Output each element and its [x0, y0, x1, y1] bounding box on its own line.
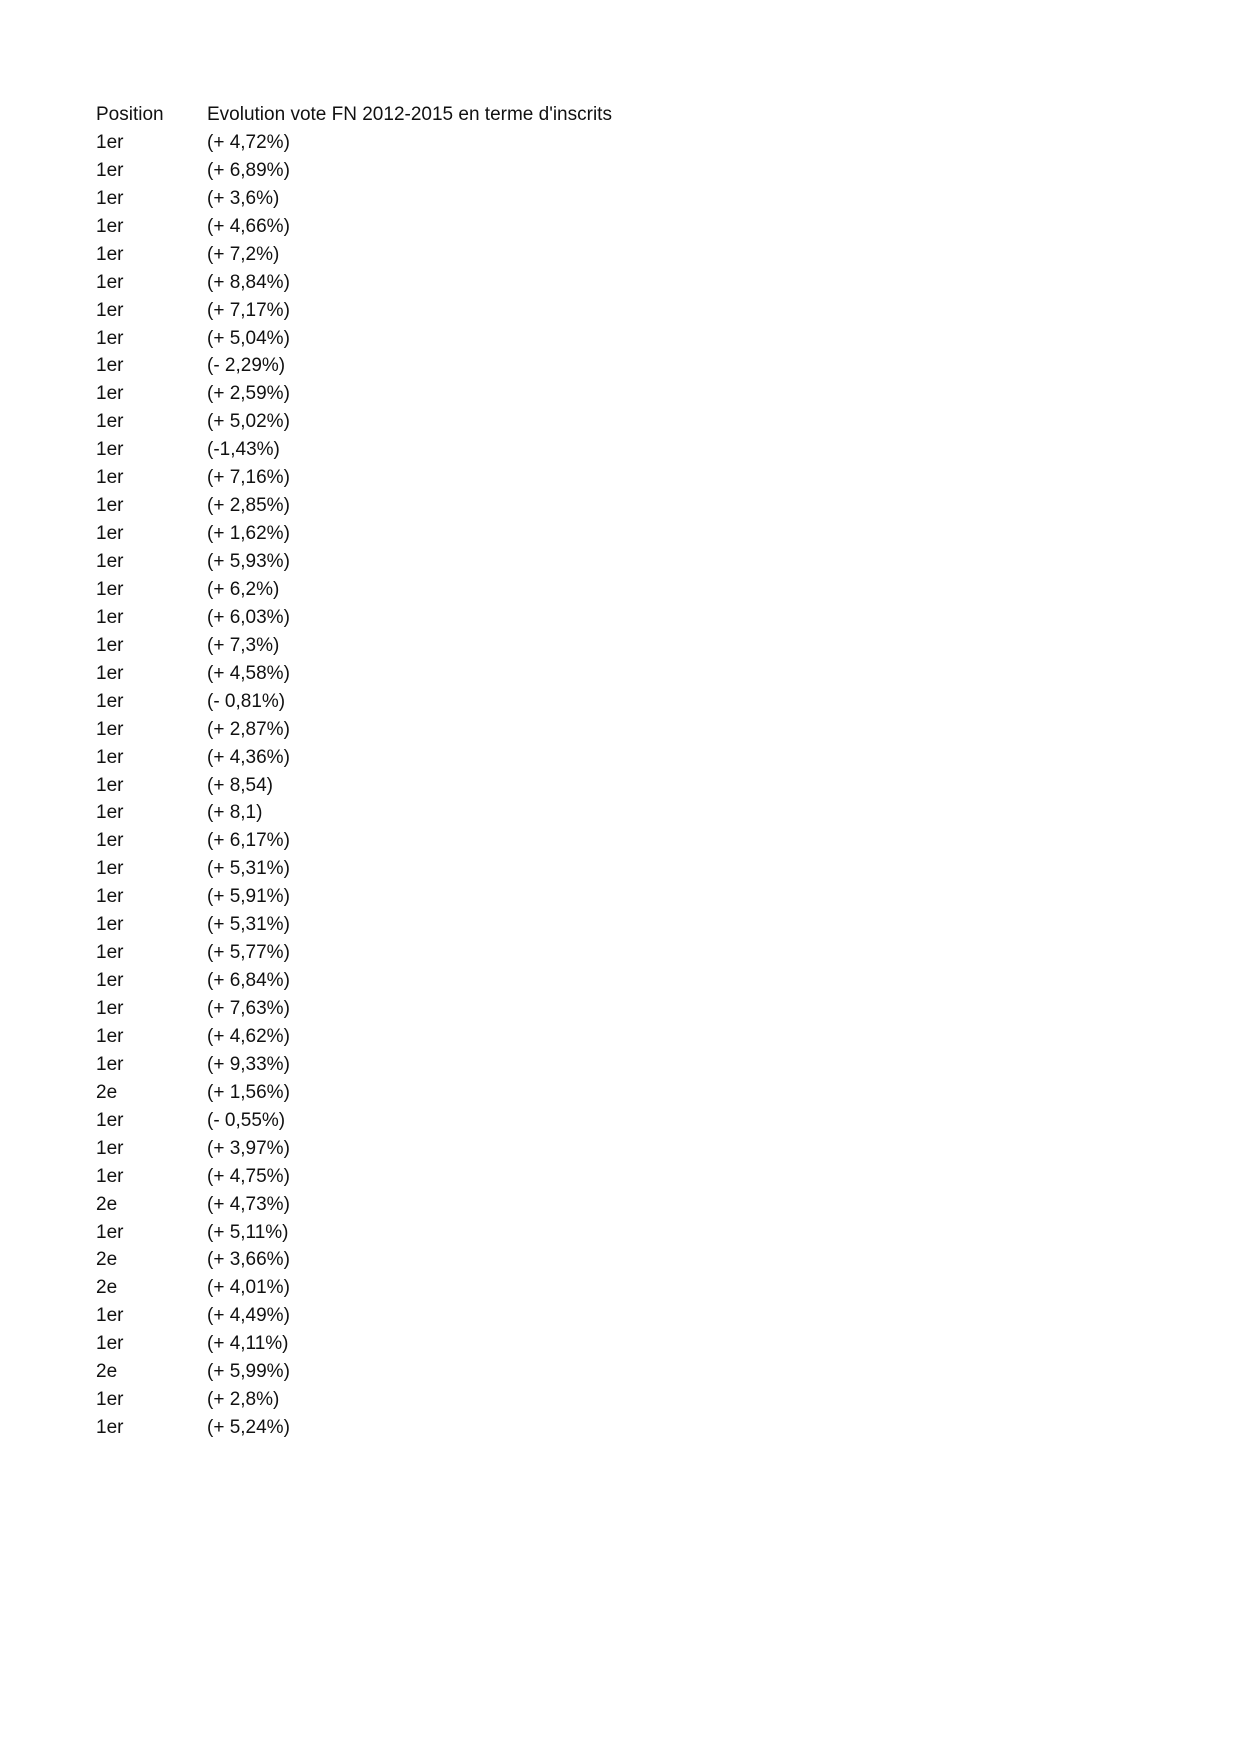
- cell-evolution: (+ 5,04%): [207, 327, 290, 349]
- cell-position: 1er: [96, 327, 124, 349]
- cell-position: 1er: [96, 1109, 124, 1131]
- cell-evolution: (+ 5,02%): [207, 411, 290, 433]
- cell-evolution: (+ 7,2%): [207, 243, 280, 265]
- cell-evolution: (+ 2,59%): [207, 383, 290, 405]
- cell-evolution: (+ 5,31%): [207, 914, 290, 936]
- table-row: [96, 855, 807, 883]
- table-row: [96, 576, 807, 604]
- table-row: [96, 325, 807, 353]
- table-row: [96, 380, 807, 408]
- cell-evolution: (- 2,29%): [207, 355, 286, 377]
- cell-position: 1er: [96, 411, 124, 433]
- table-row: [96, 352, 807, 380]
- table-row: [96, 827, 807, 855]
- table-row: [96, 241, 807, 269]
- cell-position: 1er: [96, 215, 124, 237]
- cell-evolution: (+ 6,2%): [207, 578, 280, 600]
- cell-evolution: (+ 6,17%): [207, 830, 290, 852]
- cell-evolution: (+ 6,03%): [207, 606, 290, 628]
- cell-evolution: (+ 5,99%): [207, 1361, 290, 1383]
- cell-position: 1er: [96, 243, 124, 265]
- cell-position: 1er: [96, 718, 124, 740]
- table-row: [96, 492, 807, 520]
- cell-evolution: (+ 4,72%): [207, 131, 290, 153]
- table-row: [96, 799, 807, 827]
- data-table: [96, 101, 807, 1442]
- table-row: [96, 1219, 807, 1247]
- table-row: [96, 269, 807, 297]
- table-row: [96, 716, 807, 744]
- cell-position: 2e: [96, 1249, 118, 1271]
- table-row: [96, 129, 807, 157]
- table-row: [96, 1274, 807, 1302]
- table-row: [96, 520, 807, 548]
- table-row: [96, 939, 807, 967]
- table-row: [96, 604, 807, 632]
- cell-evolution: (+ 8,84%): [207, 271, 290, 293]
- cell-evolution: (+ 2,8%): [207, 1389, 280, 1411]
- cell-position: 1er: [96, 467, 124, 489]
- table-row: [96, 660, 807, 688]
- table-row: [96, 632, 807, 660]
- table-row: [96, 1163, 807, 1191]
- cell-evolution: (+ 8,1): [207, 802, 263, 824]
- table-row: [96, 688, 807, 716]
- table-row: [96, 1135, 807, 1163]
- cell-evolution: (- 0,81%): [207, 690, 286, 712]
- cell-position: 1er: [96, 578, 124, 600]
- cell-position: 1er: [96, 970, 124, 992]
- cell-position: 1er: [96, 802, 124, 824]
- header-row: [96, 101, 807, 129]
- cell-position: 1er: [96, 551, 124, 572]
- table-row: [96, 1358, 807, 1386]
- table-row: [96, 967, 807, 995]
- table-row: [96, 772, 807, 800]
- cell-evolution: (+ 7,3%): [207, 634, 280, 656]
- table-row: [96, 185, 807, 213]
- cell-position: 1er: [96, 942, 124, 964]
- cell-evolution: (+ 6,84%): [207, 970, 290, 992]
- cell-position: 1er: [96, 1221, 124, 1243]
- table-row: [96, 548, 807, 576]
- cell-evolution: (+ 2,85%): [207, 495, 290, 517]
- cell-position: 1er: [96, 662, 124, 684]
- cell-evolution: (+ 7,16%): [207, 467, 290, 489]
- cell-evolution: (+ 5,93%): [207, 551, 290, 572]
- table-row: [96, 1386, 807, 1414]
- cell-evolution: (+ 3,6%): [207, 187, 280, 209]
- cell-evolution: (+ 6,89%): [207, 159, 290, 181]
- cell-position: 1er: [96, 1137, 124, 1159]
- cell-evolution: (+ 7,17%): [207, 299, 290, 321]
- table-row: [96, 1023, 807, 1051]
- cell-position: 1er: [96, 495, 124, 517]
- cell-position: 1er: [96, 914, 124, 936]
- cell-position: 2e: [96, 1193, 118, 1215]
- cell-evolution: (+ 8,54): [207, 774, 274, 796]
- table-row: [96, 1302, 807, 1330]
- cell-position: 1er: [96, 1025, 124, 1047]
- table-row: [96, 213, 807, 241]
- table-row: [96, 464, 807, 492]
- cell-evolution: (+ 3,97%): [207, 1137, 290, 1159]
- cell-evolution: (+ 7,63%): [207, 998, 290, 1019]
- cell-evolution: (+ 4,11%): [207, 1333, 289, 1355]
- cell-position: 1er: [96, 886, 124, 908]
- table-row: [96, 297, 807, 325]
- cell-position: 2e: [96, 1277, 118, 1299]
- cell-position: 1er: [96, 746, 124, 768]
- cell-position: 1er: [96, 131, 124, 153]
- table-row: [96, 911, 807, 939]
- table-row: [96, 436, 807, 464]
- cell-evolution: (+ 4,58%): [207, 662, 290, 684]
- cell-position: 1er: [96, 1165, 124, 1187]
- cell-position: 1er: [96, 299, 124, 321]
- cell-evolution: (+ 5,24%): [207, 1417, 290, 1439]
- table-row: [96, 883, 807, 911]
- cell-position: 1er: [96, 1417, 124, 1439]
- cell-evolution: (+ 1,56%): [207, 1081, 290, 1103]
- table-row: [96, 1414, 807, 1442]
- cell-evolution: (+ 1,62%): [207, 523, 290, 545]
- cell-evolution: (+ 4,01%): [207, 1277, 290, 1299]
- cell-position: 1er: [96, 1305, 124, 1327]
- table-row: [96, 408, 807, 436]
- cell-evolution: (+ 4,66%): [207, 215, 290, 237]
- cell-evolution: (+ 4,73%): [207, 1193, 290, 1215]
- cell-position: 2e: [96, 1081, 118, 1103]
- cell-evolution: (+ 9,33%): [207, 1053, 290, 1075]
- table-row: [96, 1107, 807, 1135]
- cell-position: 1er: [96, 523, 124, 545]
- cell-evolution: (+ 4,75%): [207, 1165, 290, 1187]
- cell-position: 1er: [96, 774, 124, 796]
- cell-position: 1er: [96, 606, 124, 628]
- cell-evolution: (+ 5,11%): [207, 1221, 289, 1243]
- cell-position: 1er: [96, 355, 124, 377]
- table-row: [96, 1051, 807, 1079]
- header-position: Position: [96, 104, 164, 125]
- cell-position: 1er: [96, 830, 124, 852]
- table-body: [96, 129, 807, 1442]
- cell-position: 1er: [96, 271, 124, 293]
- cell-position: 1er: [96, 383, 124, 405]
- cell-evolution: (-1,43%): [207, 439, 280, 461]
- cell-position: 1er: [96, 159, 124, 181]
- cell-position: 1er: [96, 634, 124, 656]
- cell-position: 2e: [96, 1361, 118, 1383]
- table-row: [96, 744, 807, 772]
- cell-evolution: (+ 5,31%): [207, 858, 290, 880]
- header-evolution: Evolution vote FN 2012-2015 en terme d'inscrits: [207, 104, 612, 125]
- table-row: [96, 995, 807, 1023]
- cell-position: 1er: [96, 690, 124, 712]
- cell-evolution: (- 0,55%): [207, 1109, 286, 1131]
- table-row: [96, 1191, 807, 1219]
- cell-evolution: (+ 4,36%): [207, 746, 290, 768]
- cell-evolution: (+ 4,49%): [207, 1305, 290, 1327]
- cell-position: 1er: [96, 439, 124, 461]
- cell-position: 1er: [96, 187, 124, 209]
- cell-position: 1er: [96, 1389, 124, 1411]
- cell-evolution: (+ 2,87%): [207, 718, 290, 740]
- table-row: [96, 1330, 807, 1358]
- cell-position: 1er: [96, 1053, 124, 1075]
- cell-evolution: (+ 5,77%): [207, 942, 290, 964]
- cell-evolution: (+ 3,66%): [207, 1249, 290, 1271]
- cell-evolution: (+ 5,91%): [207, 886, 290, 908]
- cell-position: 1er: [96, 858, 124, 880]
- cell-position: 1er: [96, 1333, 124, 1355]
- table-row: [96, 157, 807, 185]
- table-row: [96, 1246, 807, 1274]
- table-row: [96, 1079, 807, 1107]
- cell-position: 1er: [96, 998, 124, 1019]
- cell-evolution: (+ 4,62%): [207, 1025, 290, 1047]
